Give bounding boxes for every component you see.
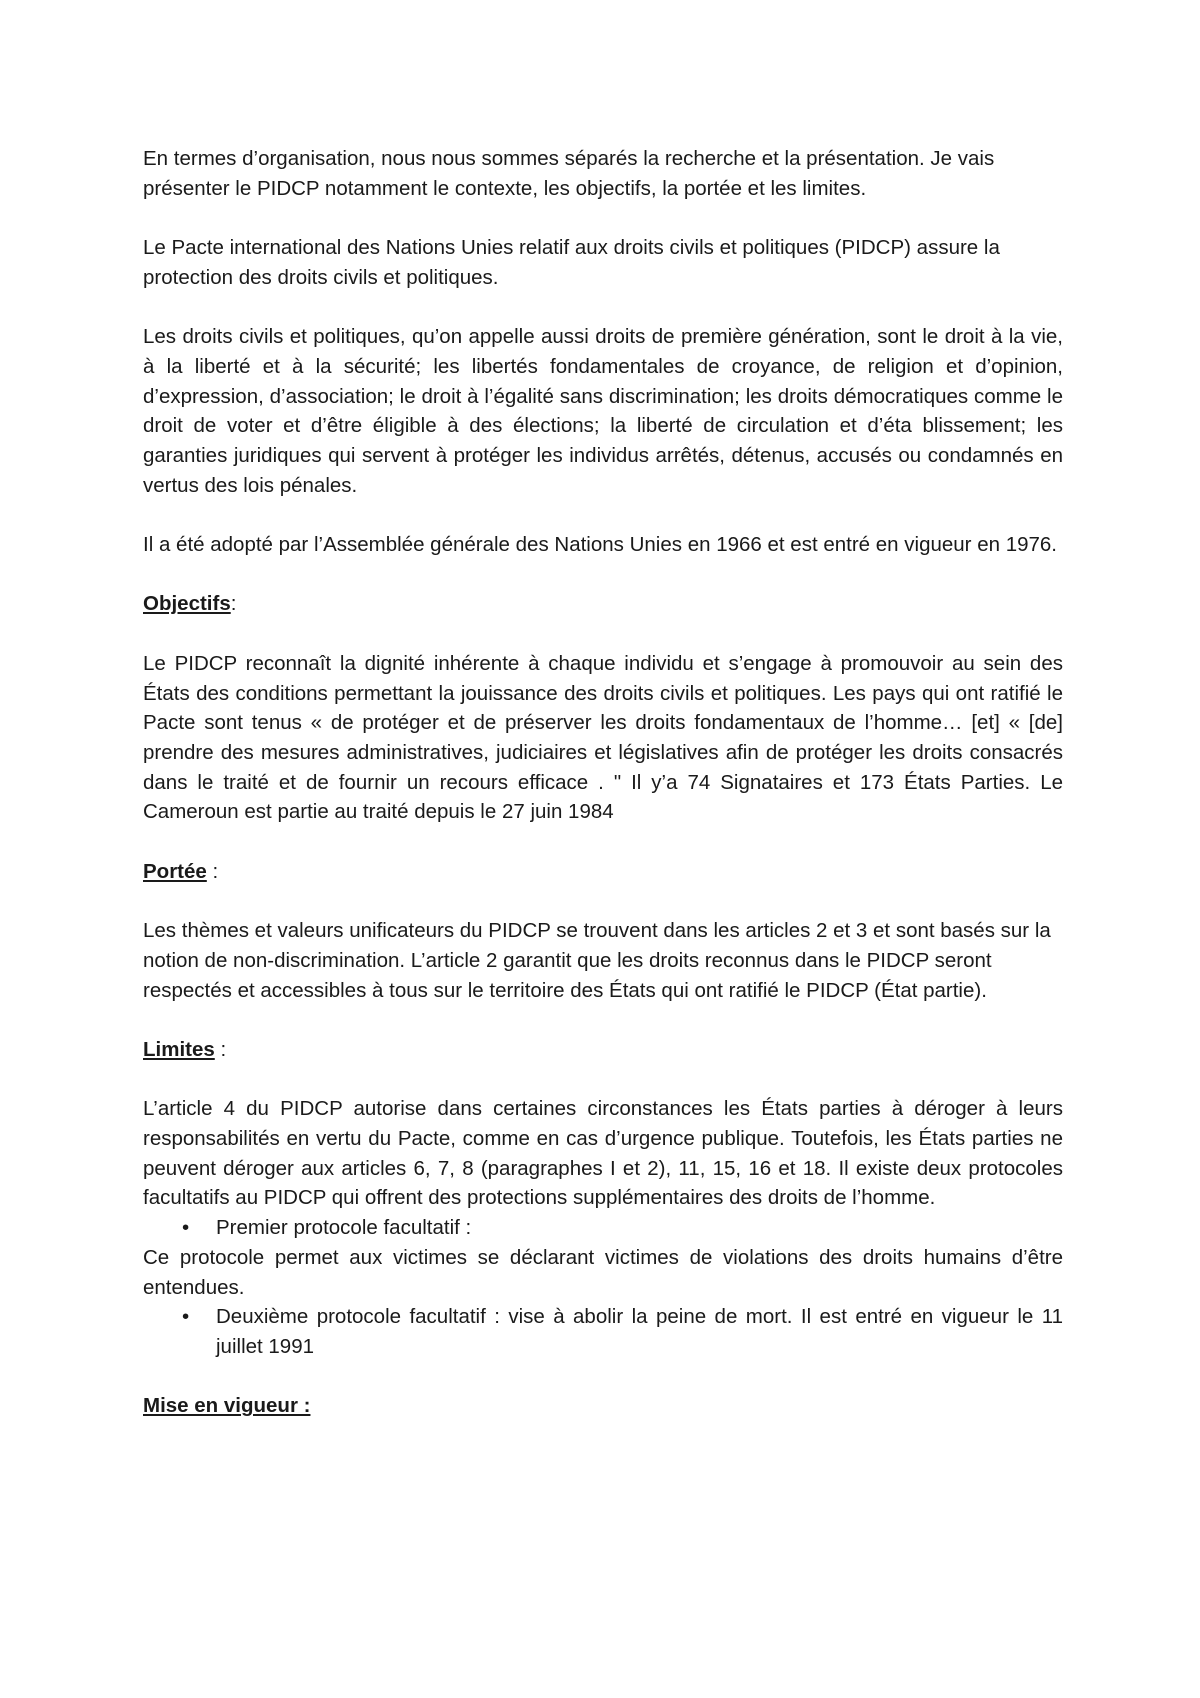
bullet-icon: • xyxy=(182,1305,190,1329)
bullet-icon: • xyxy=(182,1216,190,1240)
intro-paragraph-1: En termes d’organisation, nous nous sommes séparés la recherche et la présentation. Je vais présenter le PIDCP notamment le contexte, les objectifs, la portée et les limites. xyxy=(143,147,995,200)
objectifs-heading-suffix: : xyxy=(230,592,237,616)
limites-paragraph: L’article 4 du PIDCP autorise dans certaines circonstances les États parties à déroger à leurs responsabilités en vertu du Pacte, comme en cas d’urgence publique. Toutefois, les États parties ne peuvent déroger aux articles 6, 7, 8 (paragraphes I et 2), 11, 15, 16 et 18. Il existe deux protocoles facultatifs au PIDCP qui offrent des protections supplémentaires des droits de l’homme. xyxy=(143,1097,1063,1210)
mise-en-vigueur-heading-label: Mise en vigueur : xyxy=(143,1394,311,1418)
portee-heading xyxy=(143,857,1063,887)
protocol-list xyxy=(143,1213,1063,1243)
intro-paragraph-2: Le Pacte international des Nations Unies relatif aux droits civils et politiques (PIDCP) assure la protection des droits civils et politiques. xyxy=(143,236,1000,289)
objectifs-paragraph: Le PIDCP reconnaît la dignité inhérente à chaque individu et s’engage à promouvoir au sein des États des conditions permettant la jouissance des droits civils et politiques. Les pays qui ont ratifié le Pacte sont tenus « de protéger et de préserver les droits fondamentaux de l’homme… [et] « [de] prendre des mesures administratives, judiciaires et législatives afin de protéger les droits consacrés dans le traité et de fournir un recours efficace . " Il y’a 74 Signataires et 173 États Parties. Le Cameroun est partie au traité depuis le 27 juin 1984 xyxy=(143,651,1063,824)
mise-en-vigueur-heading xyxy=(143,1391,1063,1421)
intro-paragraph-4: Il a été adopté par l’Assemblée générale des Nations Unies en 1966 et est entré en vigueur en 1976. xyxy=(143,533,1057,557)
portee-paragraph: Les thèmes et valeurs unificateurs du PIDCP se trouvent dans les articles 2 et 3 et sont basés sur la notion de non-discrimination. L’article 2 garantit que les droits reconnus dans le PIDCP seront respectés et accessibles à tous sur le territoire des États qui ont ratifié le PIDCP (État partie). xyxy=(143,919,1051,1002)
limites-heading xyxy=(143,1035,1063,1065)
objectifs-heading xyxy=(143,589,1063,619)
limites-heading-suffix: : xyxy=(214,1037,227,1061)
first-protocol-label: Premier protocole facultatif : xyxy=(216,1216,472,1240)
objectifs-heading-label: Objectifs xyxy=(143,592,231,616)
limites-heading-label: Limites xyxy=(143,1037,215,1061)
portee-heading-label: Portée xyxy=(143,859,207,883)
first-protocol-description: Ce protocole permet aux victimes se déclarant victimes de violations des droits humains d’être entendues. xyxy=(143,1245,1063,1299)
intro-paragraph-3: Les droits civils et politiques, qu’on appelle aussi droits de première génération, sont le droit à la vie, à la liberté et à la sécurité; les libertés fondamentales de croyance, de religion et d’opinion, d’expression, d’association; le droit à l’égalité sans discrimination; les droits démocratiques comme le droit de voter et d’être éligible à des élections; la liberté de circulation et d’éta blissement; les garanties juridiques qui servent à protéger les individus arrêtés, détenus, accusés ou condamnés en vertus des lois pénales. xyxy=(143,325,1063,497)
second-protocol-text: Deuxième protocole facultatif : vise à abolir la peine de mort. Il est entré en vigueur le 11 juillet 1991 xyxy=(216,1305,1063,1358)
protocol-list-second xyxy=(143,1302,1063,1361)
list-item xyxy=(143,1213,1063,1243)
list-item xyxy=(143,1302,1063,1361)
document-body xyxy=(143,144,1063,1451)
portee-heading-suffix: : xyxy=(206,859,219,883)
